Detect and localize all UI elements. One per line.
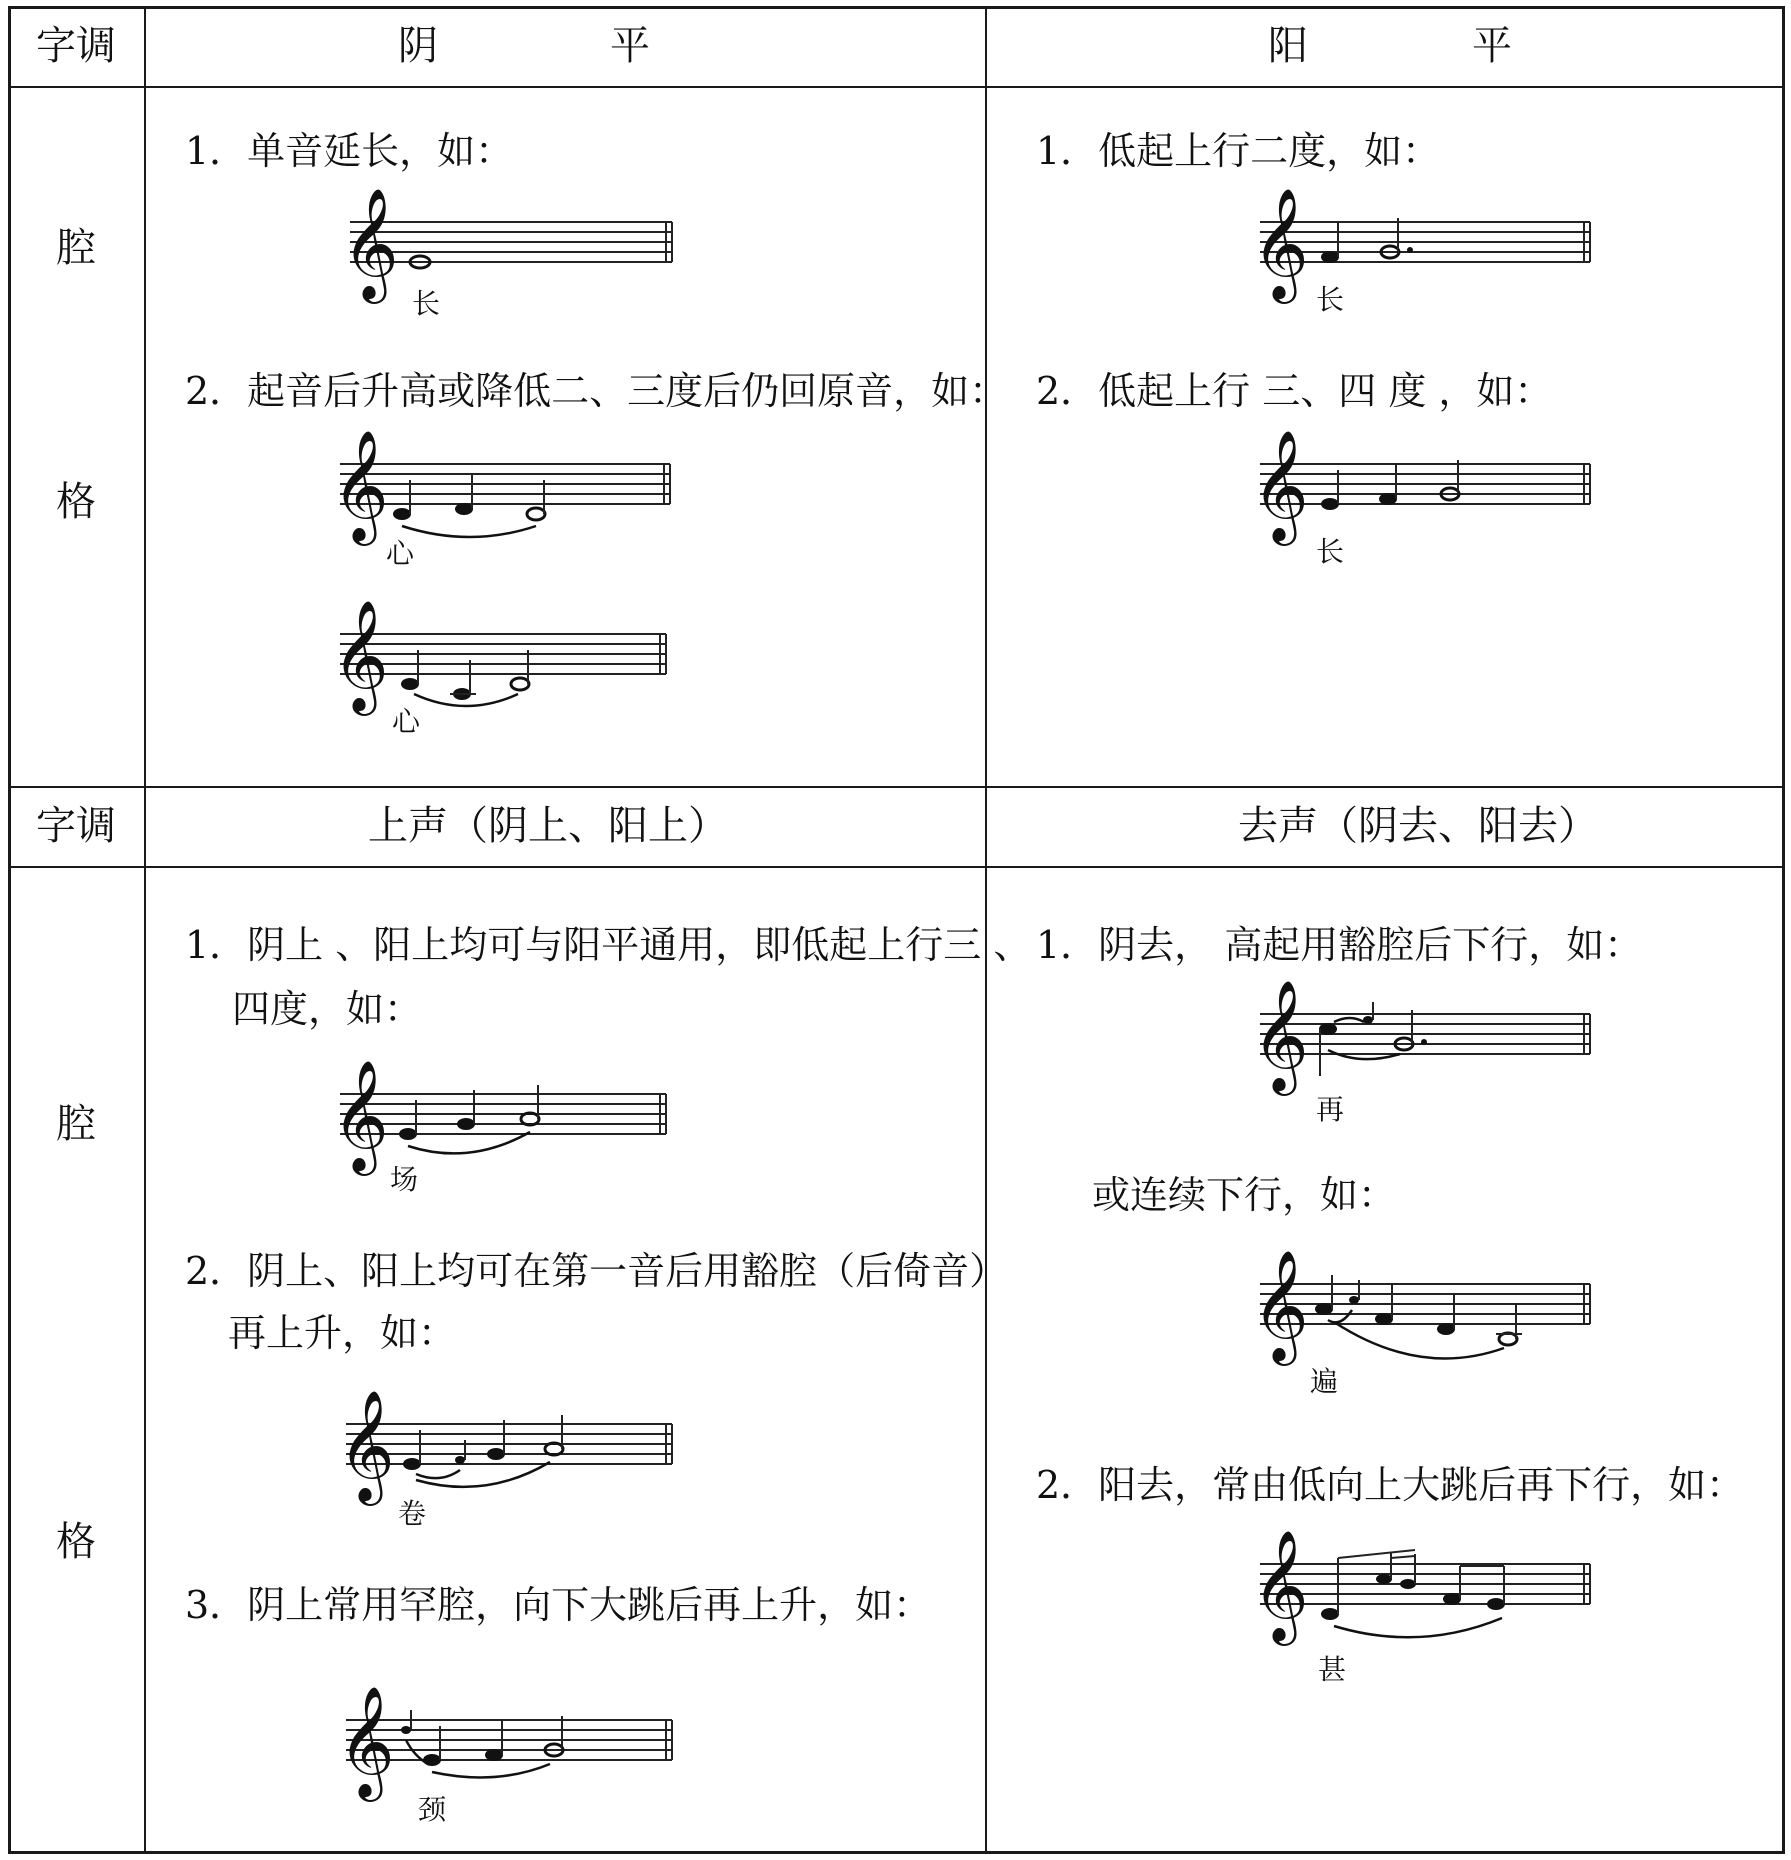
staff-shang-2 [336, 1390, 686, 1520]
shang-item-2-line-2: 再上升，如： [228, 1311, 457, 1355]
staff-qu-1 [1250, 980, 1600, 1100]
staff-yinping-2b [330, 600, 680, 730]
lyric-yinping-2a: 心 [386, 537, 415, 570]
qusheng-header: 去声（阴去、阳去） [1238, 803, 1598, 849]
staff-shang-3 [336, 1686, 686, 1816]
lyric-yangping-1: 长 [1316, 283, 1345, 316]
yinping-header-char-2: 平 [610, 23, 650, 69]
col-divider-1 [144, 6, 146, 1854]
row-label-ge-bottom: 格 [56, 1519, 96, 1565]
table-border-bottom [8, 1851, 1785, 1854]
row-label-ge-top: 格 [56, 479, 96, 525]
lyric-shang-2: 卷 [398, 1497, 427, 1530]
qu-item-1-continued: 或连续下行，如： [1092, 1173, 1397, 1217]
yangping-item-1: 1．低起上行二度，如： [1036, 129, 1441, 173]
table-border-left [8, 6, 11, 1854]
qu-item-2: 2．阳去，常由低向上大跳后再下行，如： [1036, 1463, 1745, 1507]
table-border-right [1782, 6, 1785, 1854]
lyric-qu-1b: 遍 [1310, 1365, 1339, 1398]
lyric-yinping-2b: 心 [392, 705, 421, 738]
yinping-item-1: 1．单音延长，如： [185, 129, 514, 173]
staff-qu-2 [1250, 1530, 1600, 1660]
row-label-qiang-top: 腔 [56, 225, 96, 271]
table-border-top [8, 6, 1785, 9]
lyric-yinping-1: 长 [412, 287, 441, 320]
lyric-yangping-2: 长 [1316, 535, 1345, 568]
staff-yangping-1 [1250, 187, 1600, 300]
treble-clef-icon: 𝄞 [1252, 187, 1309, 299]
yinping-header-char-1: 阴 [398, 23, 438, 69]
treble-clef-icon: 𝄞 [338, 1389, 395, 1501]
treble-clef-icon: 𝄞 [1252, 1529, 1309, 1641]
yangping-header-char-1: 阳 [1268, 23, 1308, 69]
shang-item-2-line-1: 2．阴上、阳上均可在第一音后用豁腔（后倚音） [185, 1249, 1008, 1293]
row-divider-header-1 [8, 86, 1785, 88]
treble-clef-icon: 𝄞 [342, 187, 399, 299]
treble-clef-icon: 𝄞 [338, 1685, 395, 1797]
tone-header-label-2: 字调 [36, 803, 116, 849]
lyric-shang-3: 颈 [418, 1793, 447, 1826]
shang-item-1-line-2: 四度，如： [232, 987, 423, 1031]
lyric-qu-1: 再 [1316, 1093, 1345, 1126]
yinping-item-2: 2．起音后升高或降低二、三度后仍回原音，如： [185, 369, 1008, 413]
tone-header-label: 字调 [36, 23, 116, 69]
treble-clef-icon: 𝄞 [1252, 429, 1309, 541]
yangping-item-2: 2．低起上行 三、四 度 ，如： [1036, 369, 1553, 413]
staff-qu-1b [1250, 1250, 1600, 1380]
treble-clef-icon: 𝄞 [1252, 979, 1309, 1091]
row-divider-header-2 [8, 866, 1785, 868]
treble-clef-icon: 𝄞 [1252, 1249, 1309, 1361]
qu-item-1: 1．阴去， 高起用豁腔后下行，如： [1036, 923, 1643, 967]
staff-shang-1 [330, 1060, 680, 1190]
staff-yangping-2 [1250, 430, 1600, 560]
treble-clef-icon: 𝄞 [332, 1059, 389, 1171]
lyric-qu-2: 甚 [1318, 1653, 1347, 1686]
row-divider-section [8, 786, 1785, 788]
lyric-shang-1: 场 [390, 1163, 419, 1196]
treble-clef-icon: 𝄞 [332, 599, 389, 711]
row-label-qiang-bottom: 腔 [56, 1101, 96, 1147]
treble-clef-icon: 𝄞 [332, 429, 389, 541]
shang-item-3: 3．阴上常用罕腔，向下大跳后再上升，如： [185, 1583, 932, 1627]
staff-yinping-2a [330, 430, 680, 560]
yangping-header-char-2: 平 [1472, 23, 1512, 69]
staff-yinping-1 [340, 187, 680, 300]
shangsheng-header: 上声（阴上、阳上） [368, 803, 728, 849]
shang-item-1-line-1: 1．阴上 、阳上均可与阳平通用，即低起上行三 、 [185, 923, 1032, 967]
